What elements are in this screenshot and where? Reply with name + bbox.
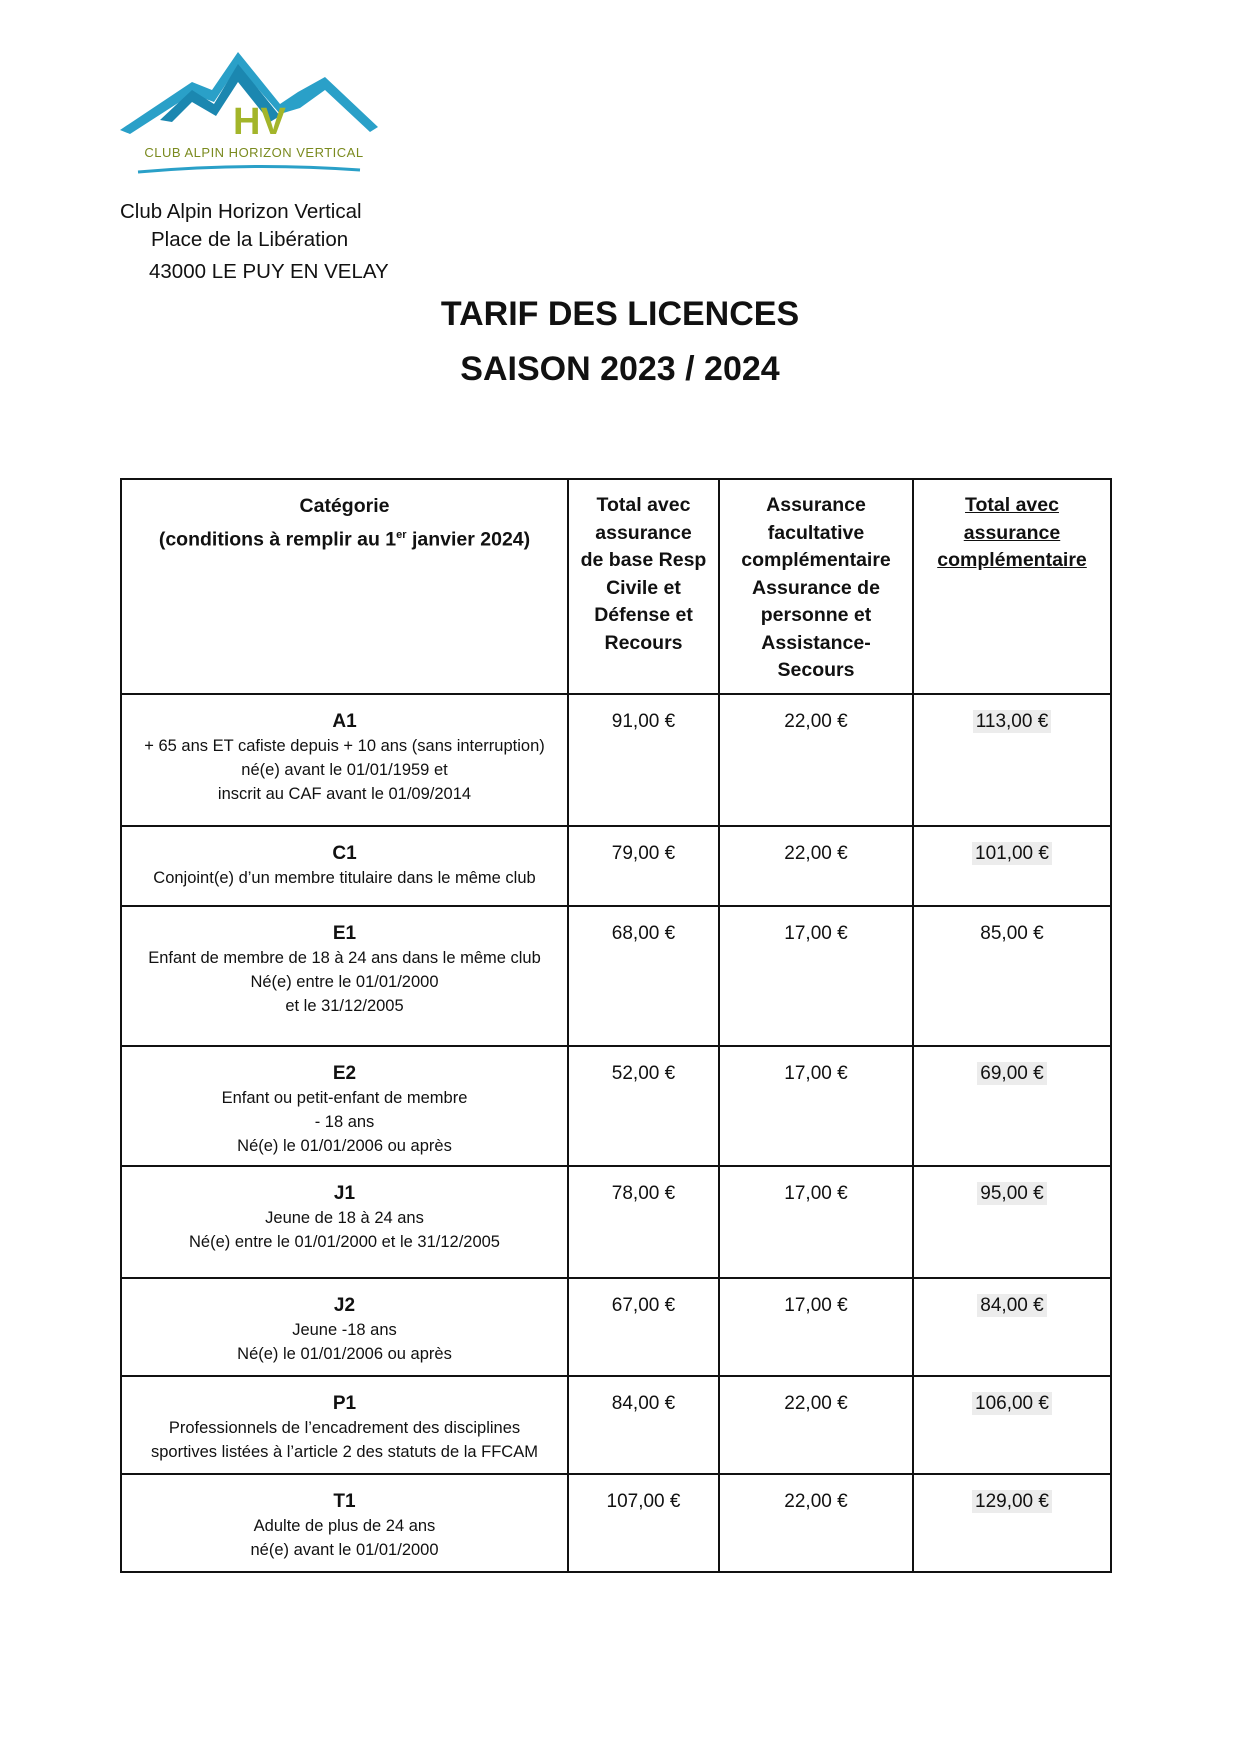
price-assurance: 17,00 €: [719, 1278, 913, 1376]
category-code: A1: [332, 711, 357, 732]
table-row: T1 Adulte de plus de 24 ans né(e) avant le 01/01/2000 107,00 € 22,00 € 129,00 €: [121, 1474, 1111, 1572]
price-total: 101,00 €: [913, 826, 1111, 906]
category-code: J1: [333, 1183, 356, 1204]
price-assurance: 17,00 €: [719, 906, 913, 1046]
price-base: 79,00 €: [568, 826, 719, 906]
address-line: Place de la Libération: [151, 228, 349, 251]
category-desc: Jeune -18 ans: [292, 1321, 397, 1339]
club-address: [110, 198, 389, 286]
price-base: 78,00 €: [568, 1166, 719, 1278]
price-assurance: 22,00 €: [719, 826, 913, 906]
price-total: 69,00 €: [913, 1046, 1111, 1166]
category-desc: Jeune de 18 à 24 ans: [265, 1209, 424, 1227]
category-code: E1: [332, 923, 357, 944]
mountain-logo-icon: [120, 42, 378, 182]
page-title: TARIF DES LICENCES: [440, 295, 800, 333]
table-header-row: [121, 479, 1111, 694]
page-subtitle: SAISON 2023 / 2024: [460, 350, 780, 388]
header-conditions: (conditions à remplir au 1er janvier 2024): [158, 528, 531, 551]
category-code: C1: [332, 843, 357, 864]
table-row: A1 + 65 ans ET cafiste depuis + 10 ans (sans interruption) né(e) avant le 01/01/1959 et inscrit au CAF avant le 01/09/2014 91,00 € 22,00 € 113,00 €: [121, 694, 1111, 826]
price-total: 84,00 €: [913, 1278, 1111, 1376]
club-logo: [120, 42, 378, 182]
price-assurance: 22,00 €: [719, 1474, 913, 1572]
svg-text:HV: HV: [233, 101, 286, 143]
category-desc: Conjoint(e) d’un membre titulaire dans le même club: [153, 869, 536, 887]
price-base: 107,00 €: [568, 1474, 719, 1572]
price-total: 85,00 €: [913, 906, 1111, 1046]
category-desc: + 65 ans ET cafiste depuis + 10 ans (sans interruption): [144, 737, 545, 755]
table-row: E1 Enfant de membre de 18 à 24 ans dans le même club Né(e) entre le 01/01/2000 et le 31/12/2005 68,00 € 17,00 € 85,00 €: [121, 906, 1111, 1046]
price-base: 68,00 €: [568, 906, 719, 1046]
category-code: P1: [332, 1393, 357, 1414]
price-base: 52,00 €: [568, 1046, 719, 1166]
header-total: Total avec assurance complémentaire: [913, 479, 1111, 694]
price-total: 129,00 €: [913, 1474, 1111, 1572]
price-total: 106,00 €: [913, 1376, 1111, 1474]
table-row: [121, 826, 1111, 906]
price-assurance: 22,00 €: [719, 1376, 913, 1474]
table-row: E2 Enfant ou petit-enfant de membre - 18 ans Né(e) le 01/01/2006 ou après 52,00 € 17,00 € 69,00 €: [121, 1046, 1111, 1166]
category-code: E2: [332, 1063, 357, 1084]
category-desc: Enfant de membre de 18 à 24 ans dans le même club: [148, 949, 541, 967]
category-code: J2: [333, 1295, 356, 1316]
price-assurance: 17,00 €: [719, 1166, 913, 1278]
price-base: 67,00 €: [568, 1278, 719, 1376]
table-row: J2 Jeune -18 ans Né(e) le 01/01/2006 ou après 67,00 € 17,00 € 84,00 €: [121, 1278, 1111, 1376]
table-row: J1 Jeune de 18 à 24 ans Né(e) entre le 01/01/2000 et le 31/12/2005 78,00 € 17,00 € 95,00 €: [121, 1166, 1111, 1278]
category-desc: Adulte de plus de 24 ans: [253, 1517, 436, 1535]
price-assurance: 22,00 €: [719, 694, 913, 826]
price-total: 113,00 €: [913, 694, 1111, 826]
price-assurance: 17,00 €: [719, 1046, 913, 1166]
category-desc: Enfant ou petit-enfant de membre: [221, 1089, 468, 1107]
category-desc: Professionnels de l’encadrement des disciplines: [168, 1419, 521, 1437]
header-categorie: [121, 479, 568, 694]
logo-caption: CLUB ALPIN HORIZON VERTICAL: [144, 145, 364, 160]
address-line: Club Alpin Horizon Vertical: [120, 200, 362, 223]
header-base: Total avec assurance de base Resp Civile et Défense et Recours: [568, 479, 719, 694]
tarifs-table: [120, 478, 1112, 1573]
price-total: 95,00 €: [913, 1166, 1111, 1278]
category-code: T1: [333, 1491, 356, 1512]
header-categorie-label: Catégorie: [299, 495, 390, 517]
header-assurance: Assurance facultative complémentaire Assurance de personne et Assistance- Secours: [719, 479, 913, 694]
address-line: 43000 LE PUY EN VELAY: [149, 260, 389, 283]
price-base: 84,00 €: [568, 1376, 719, 1474]
table-row: P1 Professionnels de l’encadrement des disciplines sportives listées à l’article 2 des statuts de la FFCAM 84,00 € 22,00 € 106,00 €: [121, 1376, 1111, 1474]
price-base: 91,00 €: [568, 694, 719, 826]
